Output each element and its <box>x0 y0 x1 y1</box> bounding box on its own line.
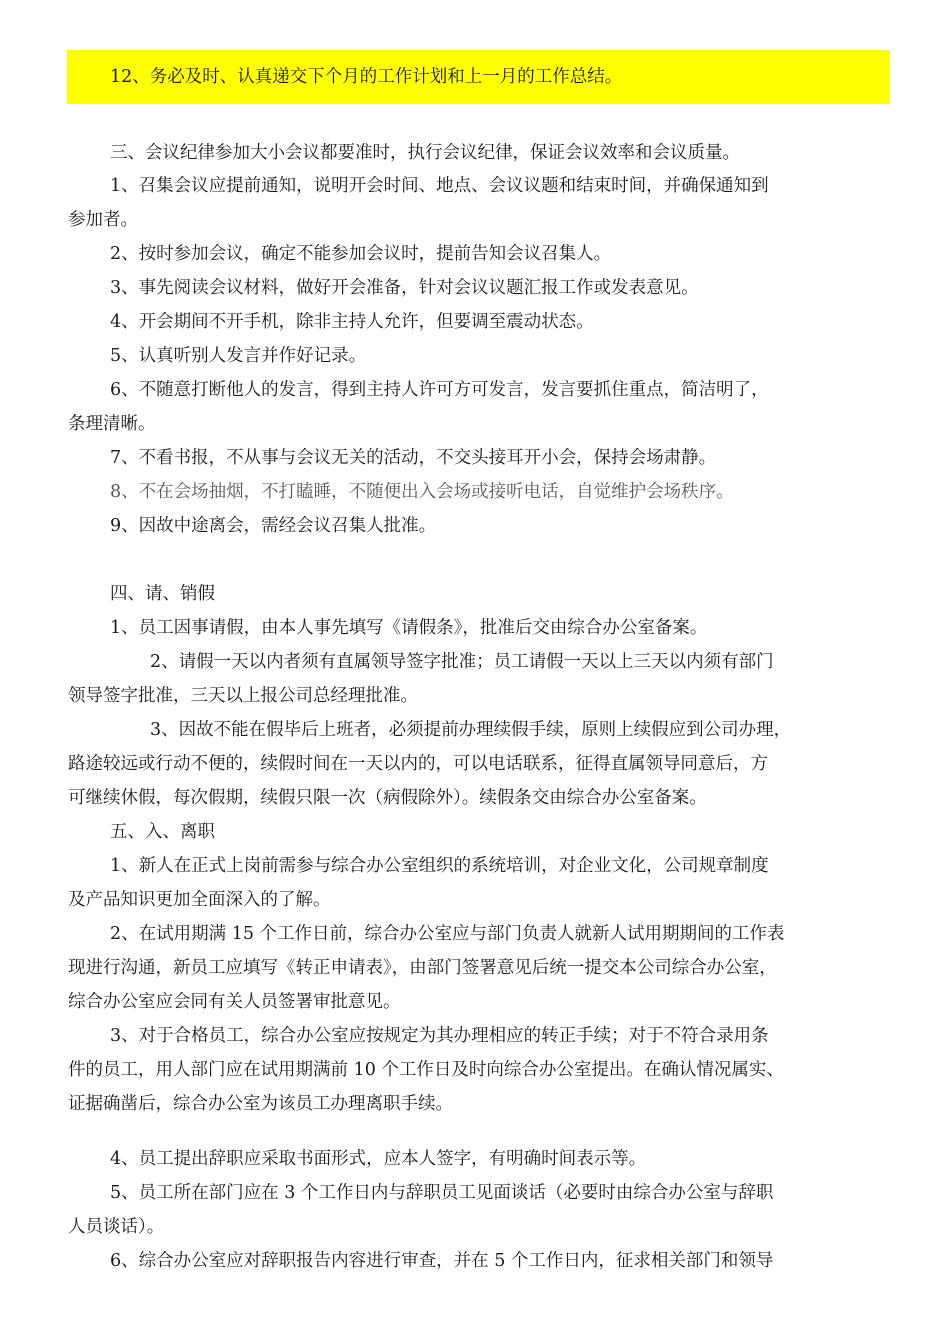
leave-item-1: 1、员工因事请假，由本人事先填写《请假条》，批准后交由综合办公室备案。 <box>110 618 708 638</box>
meeting-heading: 三、会议纪律参加大小会议都要准时，执行会议纪律，保证会议效率和会议质量。 <box>110 143 740 163</box>
hr-item-2-cont-1: 现进行沟通，新员工应填写《转正申请表》，由部门签署意见后统一提交本公司综合办公室， <box>68 958 777 978</box>
leave-heading: 四、请、销假 <box>110 584 215 604</box>
hr-item-3-cont-2: 证据确凿后，综合办公室为该员工办理离职手续。 <box>68 1094 453 1114</box>
meeting-item-8: 8、不在会场抽烟，不打瞌睡，不随便出入会场或接听电话，自觉维护会场秩序。 <box>110 482 734 502</box>
hr-heading: 五、入、离职 <box>110 822 215 842</box>
hr-item-1: 1、新人在正式上岗前需参与综合办公室组织的系统培训，对企业文化，公司规章制度 <box>110 856 769 876</box>
leave-item-3-cont-1: 路途较远或行动不便的，续假时间在一天以内的，可以电话联系，征得直属领导同意后，方 <box>68 754 768 774</box>
meeting-item-6: 6、不随意打断他人的发言，得到主持人许可方可发言，发言要抓住重点，简洁明了， <box>110 380 769 400</box>
meeting-item-1: 1、召集会议应提前通知，说明开会时间、地点、会议议题和结束时间，并确保通知到 <box>110 176 769 196</box>
hr-item-4: 4、员工提出辞职应采取书面形式，应本人签字，有明确时间表示等。 <box>110 1149 647 1169</box>
meeting-item-3: 3、事先阅读会议材料，做好开会准备，针对会议议题汇报工作或发表意见。 <box>110 278 699 298</box>
leave-item-2-cont: 领导签字批准，三天以上报公司总经理批准。 <box>68 686 418 706</box>
item-12-text: 12、务必及时、认真递交下个月的工作计划和上一月的工作总结。 <box>110 67 623 87</box>
meeting-item-6-cont: 条理清晰。 <box>68 414 156 434</box>
leave-item-3: 3、因故不能在假毕后上班者，必须提前办理续假手续，原则上续假应到公司办理， <box>150 720 792 740</box>
hr-item-1-cont: 及产品知识更加全面深入的了解。 <box>68 890 331 910</box>
hr-item-5: 5、员工所在部门应在 3 个工作日内与辞职员工见面谈话（必要时由综合办公室与辞职 <box>110 1183 774 1203</box>
meeting-item-1-cont: 参加者。 <box>68 210 138 230</box>
leave-item-3-cont-2: 可继续休假，每次假期，续假只限一次（病假除外）。续假条交由综合办公室备案。 <box>68 788 707 808</box>
hr-item-2: 2、在试用期满 15 个工作日前，综合办公室应与部门负责人就新人试用期期间的工作表 <box>110 924 785 944</box>
meeting-item-5: 5、认真听别人发言并作好记录。 <box>110 346 367 366</box>
meeting-item-4: 4、开会期间不开手机，除非主持人允许，但要调至震动状态。 <box>110 312 594 332</box>
hr-item-3: 3、对于合格员工，综合办公室应按规定为其办理相应的转正手续；对于不符合录用条 <box>110 1026 769 1046</box>
hr-item-3-cont-1: 件的员工，用人部门应在试用期满前 10 个工作日及时向综合办公室提出。在确认情况属实、 <box>68 1060 784 1080</box>
hr-item-5-cont: 人员谈话）。 <box>68 1217 165 1237</box>
meeting-item-2: 2、按时参加会议，确定不能参加会议时，提前告知会议召集人。 <box>110 244 612 264</box>
hr-item-2-cont-2: 综合办公室应会同有关人员签署审批意见。 <box>68 992 401 1012</box>
meeting-item-9: 9、因故中途离会，需经会议召集人批准。 <box>110 516 437 536</box>
meeting-item-7: 7、不看书报，不从事与会议无关的活动，不交头接耳开小会，保持会场肃静。 <box>110 448 717 468</box>
leave-item-2: 2、请假一天以内者须有直属领导签字批准；员工请假一天以上三天以内须有部门 <box>150 652 774 672</box>
hr-item-6: 6、综合办公室应对辞职报告内容进行审查，并在 5 个工作日内，征求相关部门和领导 <box>110 1251 774 1271</box>
